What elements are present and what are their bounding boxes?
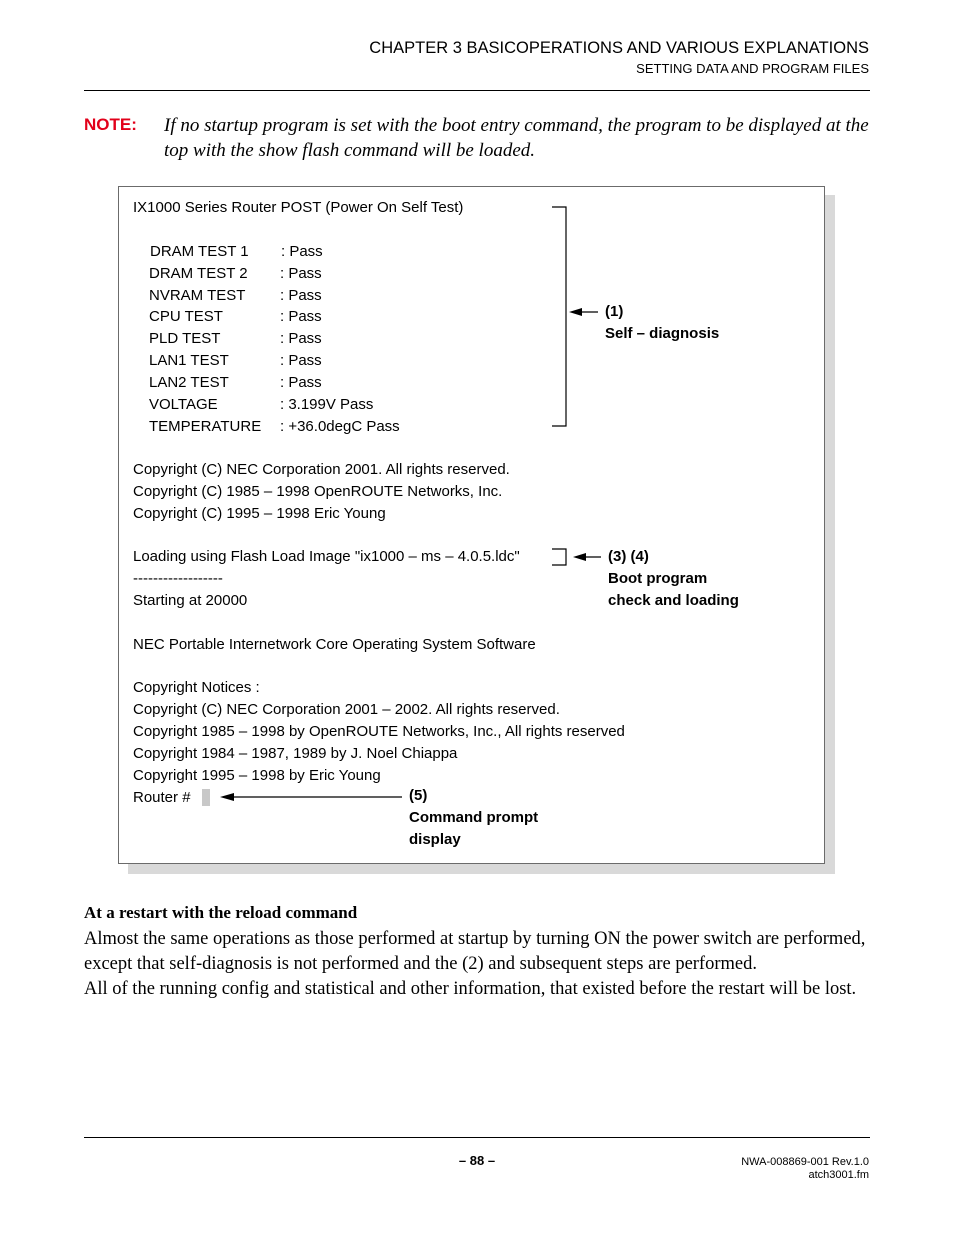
arrow-5-head <box>220 793 234 801</box>
test-result: : Pass <box>280 352 322 369</box>
arrow-1-head <box>569 308 582 316</box>
note-text: If no startup program is set with the boot entry command, the program to be displayed at the top with the show flash command will be loaded. <box>164 115 869 161</box>
post-title: IX1000 Series Router POST (Power On Self Test) <box>133 199 464 216</box>
section-heading: At a restart with the reload command <box>84 903 358 922</box>
copyright-line: Copyright (C) 1985 – 1998 OpenROUTE Networks, Inc. <box>133 483 503 500</box>
test-name: NVRAM TEST <box>149 287 246 304</box>
copyright-line: Copyright 1985 – 1998 by OpenROUTE Networks, Inc., All rights reserved <box>133 723 625 740</box>
test-name: VOLTAGE <box>149 396 218 413</box>
test-result: : 3.199V Pass <box>280 396 374 413</box>
test-result: : Pass <box>280 308 322 325</box>
test-result: : Pass <box>280 265 322 282</box>
test-name: PLD TEST <box>149 330 221 347</box>
body-paragraph: Almost the same operations as those performed at startup by turning ON the power switch are performed, except that self-diagnosis is not performed and the (2) and subsequent steps are performed. <box>84 929 866 974</box>
annotation-1-number: (1) <box>605 303 624 320</box>
annotation-34-label-line2: check and loading <box>608 592 739 609</box>
test-result: : Pass <box>280 330 322 347</box>
chapter-title: CHAPTER 3 BASICOPERATIONS AND VARIOUS EXPLANATIONS <box>369 39 869 57</box>
test-name: LAN1 TEST <box>149 352 229 369</box>
page-number: – 88 – <box>458 1153 496 1168</box>
boot-bracket <box>552 549 566 565</box>
starting-line: Starting at 20000 <box>133 592 248 609</box>
note-label: NOTE: <box>84 115 137 134</box>
annotation-34-label-line1: Boot program <box>608 570 708 587</box>
annotation-5-label-line1: Command prompt <box>409 809 539 826</box>
annotation-5-label-line2: display <box>409 831 461 848</box>
copyright-line: Copyright (C) NEC Corporation 2001 – 2002. All rights reserved. <box>133 701 560 718</box>
arrow-34-head <box>573 553 586 561</box>
test-name: DRAM TEST 2 <box>149 265 248 282</box>
router-prompt: Router # <box>133 789 191 806</box>
os-name-line: NEC Portable Internetwork Core Operating System Software <box>133 636 536 653</box>
dash-line: ------------------ <box>133 570 223 587</box>
copyright-line: Copyright (C) 1995 – 1998 Eric Young <box>133 505 386 522</box>
file-name: atch3001.fm <box>808 1169 869 1181</box>
self-diagnosis-bracket <box>552 207 566 426</box>
test-name: CPU TEST <box>149 308 223 325</box>
body-paragraph: All of the running config and statistical and other information, that existed before the restart will be lost. <box>84 979 857 999</box>
test-name: LAN2 TEST <box>149 374 229 391</box>
copyright-notices-heading: Copyright Notices : <box>133 679 260 696</box>
test-name: TEMPERATURE <box>149 418 262 435</box>
copyright-line: Copyright 1995 – 1998 by Eric Young <box>133 767 381 784</box>
test-result: : Pass <box>280 287 322 304</box>
test-result: : Pass <box>280 374 322 391</box>
test-result: : Pass <box>281 243 323 260</box>
copyright-line: Copyright (C) NEC Corporation 2001. All rights reserved. <box>133 461 510 478</box>
annotation-5-number: (5) <box>409 787 428 804</box>
test-name: DRAM TEST 1 <box>150 243 249 260</box>
annotation-34-number: (3) (4) <box>608 548 649 565</box>
document-id: NWA-008869-001 Rev.1.0 <box>741 1156 869 1168</box>
annotation-1-label: Self – diagnosis <box>605 325 720 342</box>
section-title: SETTING DATA AND PROGRAM FILES <box>636 61 869 76</box>
test-result: : +36.0degC Pass <box>280 418 400 435</box>
copyright-line: Copyright 1984 – 1987, 1989 by J. Noel Chiappa <box>133 745 458 762</box>
footer-divider <box>84 1137 870 1138</box>
loading-line: Loading using Flash Load Image "ix1000 – ms – 4.0.5.ldc" <box>133 548 520 565</box>
